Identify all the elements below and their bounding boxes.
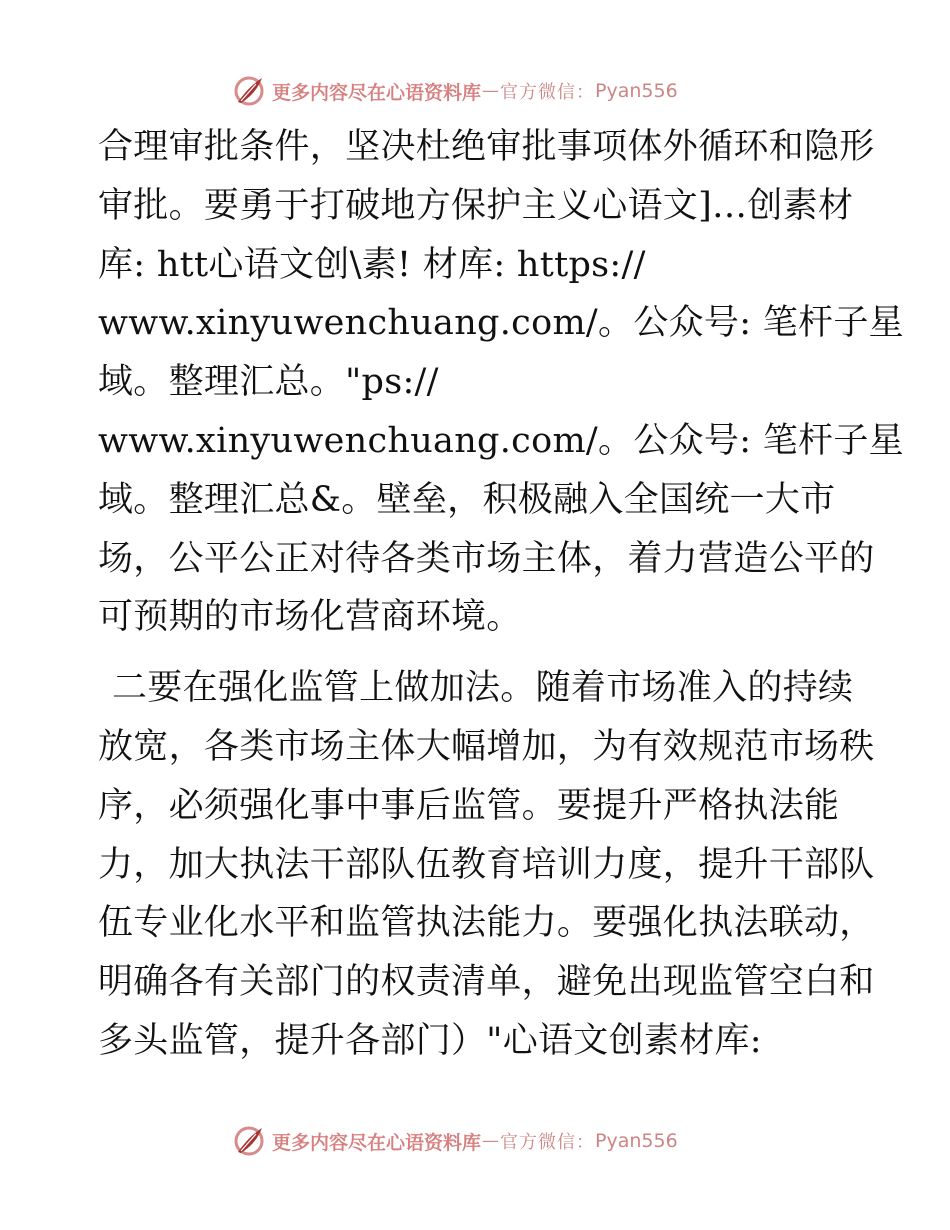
text-line: 多头监管，提升各部门）"心语文创素材库: [98,1020,762,1061]
banner-wechat-label: 官方微信： [500,82,596,103]
text-line: 放宽，各类市场主体大幅增加，为有效规范市场秩 [98,726,875,767]
paragraph-2 [98,659,875,1071]
text-line: 明确各有关部门的权责清单，避免出现监管空白和 [98,962,875,1003]
text-line: www.xinyuwenchuang.com/。公众号: 笔杆子星 [98,420,904,461]
text-line: 可预期的市场化营商环境。 [98,597,522,638]
text-line: 域。整理汇总。"ps:// [98,362,439,403]
quill-pen-logo-icon [232,74,266,108]
banner-text: 更多内容尽在心语资料库 [272,81,482,104]
text-line: 审批。要勇于打破地方保护主义心语文]…创素材 [98,185,854,226]
banner-dash: — [482,1131,500,1151]
footer-watermark-banner [232,1122,712,1160]
text-line: 域。整理汇总&。壁垒，积极融入全国统一大市 [98,479,836,520]
quill-pen-logo-icon [232,1124,266,1158]
text-line: 合理审批条件，坚决杜绝审批事项体外循环和隐形 [98,127,875,167]
banner-text: 更多内容尽在心语资料库 [272,1131,482,1154]
paragraph-1 [98,118,904,647]
text-line: 力，加大执法干部队伍教育培训力度，提升干部队 [98,844,875,885]
header-watermark-banner [232,72,712,110]
text-line: 序，必须强化事中事后监管。要提升严格执法能 [98,785,840,826]
text-line: 二要在强化监管上做加法。随着市场准入的持续 [112,668,854,709]
banner-wechat-id: Pyan556 [595,80,678,102]
document-body [98,118,904,1071]
text-line: 场，公平公正对待各类市场主体，着力营造公平的 [98,538,875,579]
banner-wechat-id: Pyan556 [595,1130,678,1152]
banner-wechat-label: 官方微信： [500,1132,596,1153]
text-line: www.xinyuwenchuang.com/。公众号: 笔杆子星 [98,303,904,344]
text-line: 库: htt心语文创\素! 材库: https:// [98,244,646,285]
text-line: 伍专业化水平和监管执法能力。要强化执法联动， [98,903,875,944]
banner-dash: — [482,81,500,101]
